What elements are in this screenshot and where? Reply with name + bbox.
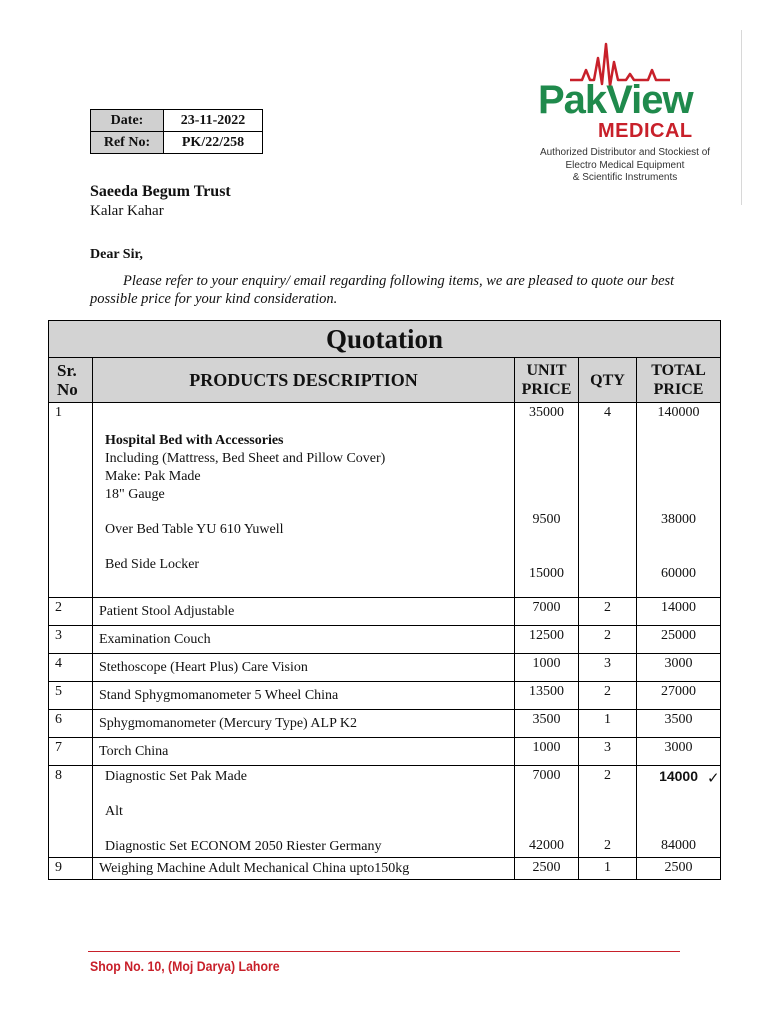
row8-sr: 8 — [49, 766, 93, 858]
row9-unit-price: 2500 — [515, 858, 579, 880]
header-sr-2: No — [57, 380, 78, 399]
date-label: Date: — [91, 110, 164, 132]
row1-sub-a-unit: 9500 — [532, 512, 561, 527]
row-description: Torch China — [93, 738, 515, 766]
row-total-price: 3500 — [637, 710, 721, 738]
header-total-2: PRICE — [653, 381, 704, 398]
table-row — [49, 598, 721, 626]
row1-line-3: 18" Gauge — [105, 487, 165, 502]
date-ref-table — [90, 109, 263, 154]
row-description: Stethoscope (Heart Plus) Care Vision — [93, 654, 515, 682]
row1-sub-b-desc: Bed Side Locker — [105, 557, 200, 572]
row-sr: 3 — [49, 626, 93, 654]
row-total-price: 3000 — [637, 738, 721, 766]
table-row — [49, 626, 721, 654]
logo-brand — [538, 78, 693, 123]
ref-value: PK/22/258 — [164, 132, 263, 154]
row-sr: 4 — [49, 654, 93, 682]
recipient-place: Kalar Kahar — [90, 203, 164, 219]
table-row — [49, 710, 721, 738]
row1-qty: 4 — [579, 403, 637, 598]
ref-label: Ref No: — [91, 132, 164, 154]
logo-tagline-2: Electro Medical Equipment — [565, 159, 685, 171]
logo-tagline-1: Authorized Distributor and Stockiest of — [539, 147, 711, 158]
header-description: PRODUCTS DESCRIPTION — [93, 358, 515, 403]
row-unit-price: 1000 — [515, 654, 579, 682]
row8-description — [93, 766, 515, 858]
pakview-medical-logo — [530, 40, 720, 190]
row1-total: 140000 — [657, 405, 700, 420]
recipient-block — [90, 183, 231, 220]
header-sr-1: Sr. — [57, 361, 77, 380]
header-total-price — [637, 358, 721, 403]
row1-line-1: Including (Mattress, Bed Sheet and Pillow Cover) — [105, 451, 386, 466]
row-qty: 2 — [579, 626, 637, 654]
row-qty: 2 — [579, 598, 637, 626]
footer-address: Shop No. 10, (Moj Darya) Lahore — [90, 958, 280, 974]
logo-brand-pak: Pak — [538, 78, 607, 122]
logo-tagline — [530, 147, 720, 185]
logo-tagline-3: & Scientific Instruments — [572, 172, 678, 183]
row8-qty-main: 2 — [604, 768, 611, 783]
row-qty: 2 — [579, 682, 637, 710]
row-unit-price: 12500 — [515, 626, 579, 654]
row8-unit-price — [515, 766, 579, 858]
table-row — [49, 403, 721, 598]
salutation: Dear Sir, — [90, 247, 143, 262]
row-unit-price: 13500 — [515, 682, 579, 710]
recipient-name: Saeeda Begum Trust — [90, 183, 231, 200]
table-row — [49, 738, 721, 766]
row8-desc: Diagnostic Set Pak Made — [105, 769, 247, 784]
row8-alt-qty: 2 — [604, 838, 611, 853]
row1-unit-price — [515, 403, 579, 598]
row-total-price: 27000 — [637, 682, 721, 710]
row1-sub-b-unit: 15000 — [529, 566, 564, 581]
row8-alt: Alt — [105, 804, 123, 819]
row1-line-2: Make: Pak Made — [105, 469, 201, 484]
row1-sub-b-total: 60000 — [661, 566, 697, 581]
row-description: Examination Couch — [93, 626, 515, 654]
row-qty: 3 — [579, 738, 637, 766]
header-unit-1: UNIT — [526, 362, 567, 379]
row-total-price: 3000 — [637, 654, 721, 682]
row9-total-price: 2500 — [637, 858, 721, 880]
row1-description — [93, 403, 515, 598]
quotation-title: Quotation — [49, 321, 721, 358]
row1-item-title: Hospital Bed with Accessories — [105, 433, 284, 448]
quotation-table — [48, 320, 721, 880]
row-description: Patient Stool Adjustable — [93, 598, 515, 626]
row-total-price: 14000 — [637, 598, 721, 626]
row1-sub-a-desc: Over Bed Table YU 610 Yuwell — [105, 522, 284, 537]
row1-unit: 35000 — [529, 405, 564, 420]
table-row — [49, 654, 721, 682]
row8-alt-unit: 42000 — [529, 838, 564, 853]
row9-description: Weighing Machine Adult Mechanical China upto150kg — [93, 858, 515, 880]
row-sr: 2 — [49, 598, 93, 626]
row-description: Stand Sphygmomanometer 5 Wheel China — [93, 682, 515, 710]
row9-qty: 1 — [579, 858, 637, 880]
table-row — [49, 766, 721, 858]
row9-sr: 9 — [49, 858, 93, 880]
page-edge-line — [741, 30, 742, 205]
logo-brand-view: View — [606, 78, 693, 122]
row-unit-price: 1000 — [515, 738, 579, 766]
row1-total-price — [637, 403, 721, 598]
header-unit-price — [515, 358, 579, 403]
row8-alt-desc: Diagnostic Set ECONOM 2050 Riester Germany — [105, 839, 382, 854]
row-description: Sphygmomanometer (Mercury Type) ALP K2 — [93, 710, 515, 738]
table-row — [49, 858, 721, 880]
checkmark-icon: ✓ — [707, 769, 720, 787]
row-unit-price: 3500 — [515, 710, 579, 738]
header-sr-no — [49, 358, 93, 403]
row-sr: 7 — [49, 738, 93, 766]
row-sr: 6 — [49, 710, 93, 738]
header-total-1: TOTAL — [651, 362, 706, 379]
row-total-price: 25000 — [637, 626, 721, 654]
row-sr: 5 — [49, 682, 93, 710]
footer-divider — [88, 951, 680, 952]
header-qty: QTY — [579, 358, 637, 403]
row8-total: 14000 — [659, 768, 698, 784]
row8-unit: 7000 — [532, 768, 561, 783]
row1-sr: 1 — [49, 403, 93, 598]
intro-paragraph: Please refer to your enquiry/ email regarding following items, we are pleased to quote our best possible price for your kind consideration. — [90, 273, 675, 307]
date-value: 23-11-2022 — [164, 110, 263, 132]
row-qty: 3 — [579, 654, 637, 682]
table-row — [49, 682, 721, 710]
row8-alt-total: 84000 — [661, 838, 697, 853]
row1-sub-a-total: 38000 — [661, 512, 697, 527]
row-unit-price: 7000 — [515, 598, 579, 626]
row8-qty — [579, 766, 637, 858]
header-unit-2: PRICE — [521, 381, 572, 398]
row-qty: 1 — [579, 710, 637, 738]
logo-medical: MEDICAL — [598, 120, 693, 142]
